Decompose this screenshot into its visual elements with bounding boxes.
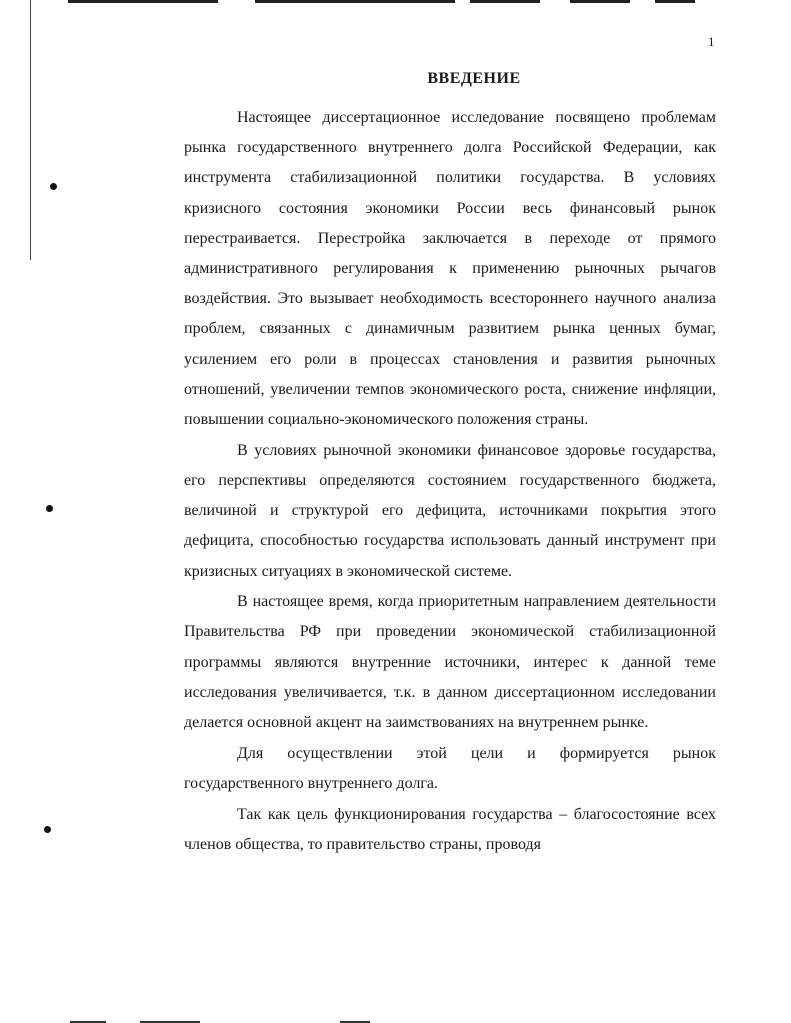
punch-hole-mark (46, 505, 53, 512)
document-body (184, 103, 716, 860)
paragraph: Для осуществлении этой цели и формируется рынок государственного внутреннего долга. (184, 744, 716, 792)
paragraph: В настоящее время, когда приоритетным направлением деятельности Правительства РФ при проведении экономической стабилизационной программы являются внутренние источники, интерес к данной теме исследования увеличивается, т.к. в данном диссертационном исследовании делается основной акцент на заимствованиях на внутреннем рынке. (184, 593, 716, 732)
paragraph: Так как цель функционирования государства – благосостояние всех членов общества, то правительство страны, проводя (184, 805, 716, 853)
punch-hole-mark (44, 826, 51, 833)
paragraph: В условиях рыночной экономики финансовое здоровье государства, его перспективы определяются состоянием государственного бюджета, величиной и структурой его дефицита, источниками покрытия этого дефицита, способностью государства использовать данный инструмент при кризисных ситуациях в экономической системе. (184, 441, 716, 580)
scan-top-edge-marks (0, 0, 791, 4)
paragraph: Настоящее диссертационное исследование посвящено проблемам рынка государственного внутреннего долга Российской Федерации, как инструмента стабилизационной политики государства. В условиях кризисного состояния экономики России весь финансовый рынок перестраивается. Перестройка заключается в переходе от прямого административного регулирования к применению рыночных рычагов воздействия. Это вызывает необходимость всестороннего научного анализа проблем, связанных с динамичным развитием рынка ценных бумаг, усилением его роли в процессах становления и развития рыночных отношений, увеличении темпов экономического роста, снижение инфляции, повышении социально-экономического положения страны. (184, 109, 716, 429)
punch-hole-mark (50, 183, 57, 190)
scan-left-edge-line (30, 0, 31, 260)
page-number: 1 (708, 34, 715, 49)
section-title: ВВЕДЕНИЕ (427, 70, 521, 87)
